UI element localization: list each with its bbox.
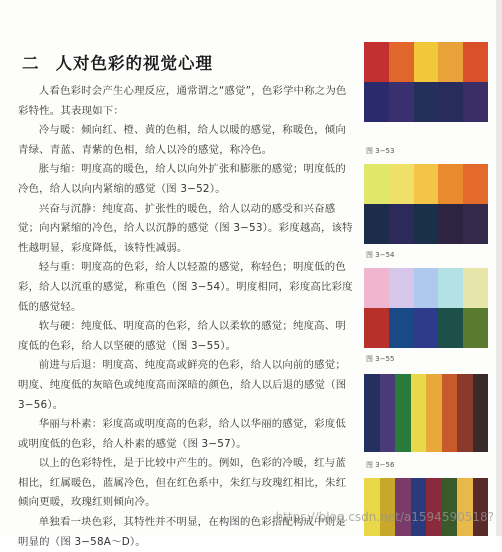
figure-3-54 [364,164,488,244]
color-swatch [411,374,427,452]
color-swatch [395,478,411,536]
color-swatch [457,478,473,536]
figure-3-56 [364,374,488,452]
swatch-row-hard [364,308,488,348]
paragraph: 胀与缩：明度高的暖色，给人以向外扩张和膨胀的感觉；明度低的冷色，给人以向内紧缩的感觉（图 3−52）。 [18,163,346,195]
color-swatch [438,308,463,348]
paragraph: 以上的色彩特性，是于比较中产生的。例如，色彩的冷暖，红与蓝相比，红属暖色，蓝属冷色，但在红色系中，朱红与玫瑰红相比，朱红倾向更暖，玫瑰红则倾向冷。 [18,457,347,509]
color-swatch [414,268,439,308]
text-column [18,50,354,552]
swatch-row-cool [364,82,488,122]
paragraph: 轻与重：明度高的色彩，给人以轻盈的感觉，称轻色；明度低的色彩，给人以沉重的感觉，称重色（图 3−54）。明度相同，彩度高比彩度低的感觉轻。 [18,261,353,313]
paragraph: 前进与后退：明度高、纯度高或鲜亮的色彩，给人以向前的感觉；明度、纯度低的灰暗色或纯度高而深暗的颜色，给人以后退的感觉（图 3−56）。 [18,359,347,411]
figure-3-53 [364,42,488,122]
paragraph: 华丽与朴素：彩度高或明度高的色彩，给人以华丽的感觉，彩度低或明度低的色彩，给人朴素的感觉（图 3−57）。 [18,418,346,450]
swatch-row-dark [364,204,488,244]
color-swatch [380,374,396,452]
color-swatch [463,82,488,122]
color-swatch [438,42,463,82]
color-swatch [389,82,414,122]
figure-3-57 [364,478,488,536]
color-swatch [395,374,411,452]
color-swatch [473,374,489,452]
color-swatch [411,478,427,536]
color-swatch [389,204,414,244]
color-swatch [364,82,389,122]
paragraph: 兴奋与沉静：纯度高、扩张性的暖色，给人以动的感受和兴奋感觉；向内紧缩的冷色，给人以沉静的感觉（图 3−53）。彩度越高，该特性越明显，彩度降低，该特性减弱。 [18,202,353,254]
color-swatch [457,374,473,452]
paragraph: 软与硬：纯度低、明度高的色彩，给人以柔软的感觉；纯度高、明度低的色彩，给人以坚硬的感觉（图 3−55）。 [18,320,346,352]
color-swatch [389,164,414,204]
figure-label: 图 3−55 [366,355,395,363]
color-swatch [442,374,458,452]
color-swatch [438,82,463,122]
figure-label: 图 3−56 [366,461,395,469]
swatch-row-light [364,164,488,204]
color-swatch [364,268,389,308]
color-swatch [389,308,414,348]
color-swatch [364,374,380,452]
color-swatch [414,164,439,204]
color-swatch [364,204,389,244]
color-swatch [364,308,389,348]
stripe-swatches [364,374,488,452]
color-swatch [364,478,380,536]
color-swatch [463,268,488,308]
color-swatch [414,82,439,122]
stripe-swatches-partial [364,478,488,536]
section-heading [22,50,354,74]
paragraph: 冷与暖：倾向红、橙、黄的色相，给人以暖的感觉，称暖色，倾向青绿、青蓝、青紫的色相，给人以冷的感觉，称冷色。 [18,124,346,156]
color-swatch [426,374,442,452]
figure-label: 图 3−53 [366,147,395,155]
watermark-url: https://blog.csdn.net/a1594590518? [275,510,494,524]
swatch-row-warm [364,42,488,82]
color-swatch [426,478,442,536]
section-number: 二 [22,54,40,73]
color-swatch [438,164,463,204]
color-swatch [442,478,458,536]
figure-3-55 [364,268,488,348]
color-swatch [463,204,488,244]
color-swatch [380,478,396,536]
paragraph: 人看色彩时会产生心理反应，通常谓之“感觉”，色彩学中称之为色彩特性。其表现如下： [18,85,347,117]
color-swatch [438,268,463,308]
color-swatch [414,204,439,244]
paragraph: 单独看一块色彩，其特性并不明显，在构图的色彩搭配构成中则是明显的（图 3−58A～D）。 [18,516,346,548]
color-swatch [473,478,489,536]
color-swatch [389,268,414,308]
color-swatch [414,308,439,348]
swatch-row-soft [364,268,488,308]
color-swatch [364,164,389,204]
color-swatch [414,42,439,82]
color-swatch [463,308,488,348]
color-swatch [364,42,389,82]
color-swatch [438,204,463,244]
figure-label: 图 3−54 [366,251,395,259]
color-swatch [463,42,488,82]
color-swatch [389,42,414,82]
page-edge [496,0,502,536]
color-swatch [463,164,488,204]
section-title: 人对色彩的视觉心理 [55,54,213,73]
